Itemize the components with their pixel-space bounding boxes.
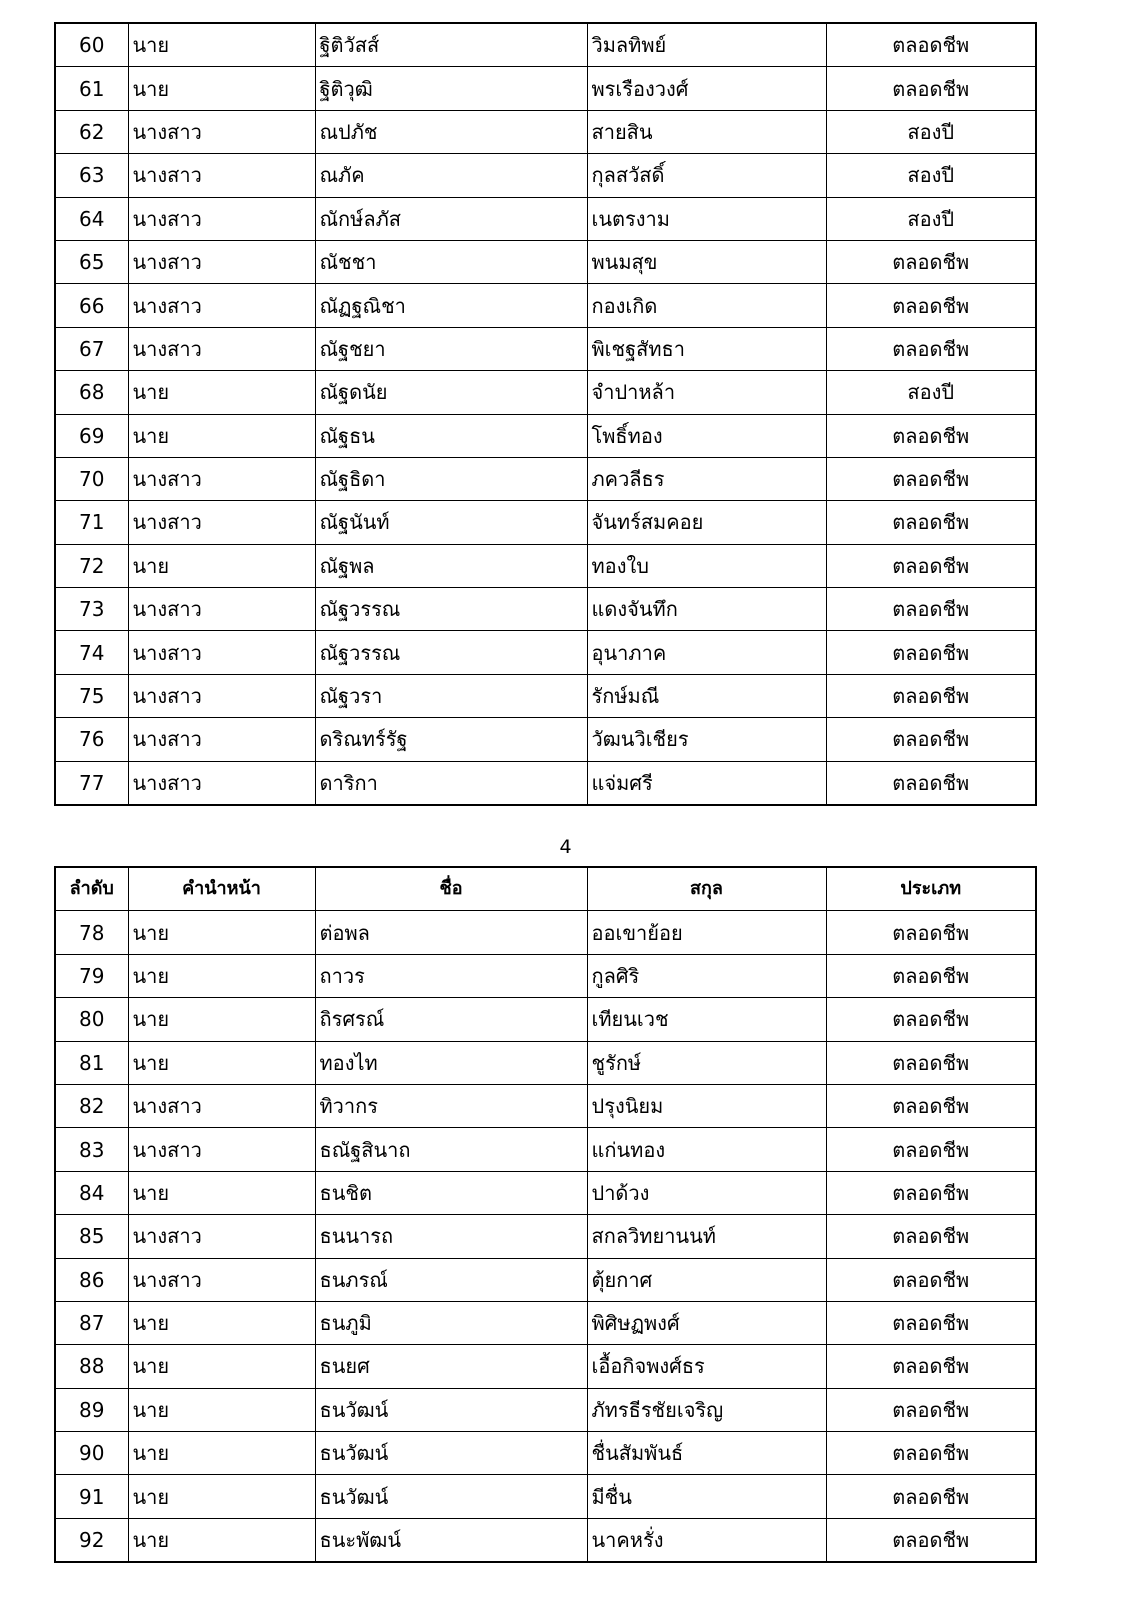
cell-last-name: ภัทรธีรชัยเจริญ — [587, 1388, 826, 1431]
cell-title: นาย — [128, 1041, 315, 1084]
cell-first-name: ต่อพล — [315, 911, 587, 954]
cell-title: นาย — [128, 1345, 315, 1388]
cell-no: 63 — [55, 154, 128, 197]
cell-type: ตลอดชีพ — [826, 1258, 1036, 1301]
cell-no: 89 — [55, 1388, 128, 1431]
cell-first-name: ณัฐธิดา — [315, 457, 587, 500]
table-row — [55, 1475, 1036, 1518]
cell-type: ตลอดชีพ — [826, 954, 1036, 997]
cell-title: นาย — [128, 414, 315, 457]
table-row — [55, 284, 1036, 327]
cell-type: ตลอดชีพ — [826, 1215, 1036, 1258]
cell-title: นาย — [128, 67, 315, 110]
cell-title: นางสาว — [128, 154, 315, 197]
cell-last-name: ชื่นสัมพันธ์ — [587, 1432, 826, 1475]
cell-no: 83 — [55, 1128, 128, 1171]
table-row — [55, 718, 1036, 761]
cell-title: นางสาว — [128, 1128, 315, 1171]
cell-type: ตลอดชีพ — [826, 1432, 1036, 1475]
cell-title: นางสาว — [128, 501, 315, 544]
cell-first-name: ธนะพัฒน์ — [315, 1518, 587, 1562]
cell-last-name: เนตรงาม — [587, 197, 826, 240]
cell-title: นางสาว — [128, 1215, 315, 1258]
cell-type: ตลอดชีพ — [826, 1301, 1036, 1344]
table-row — [55, 1345, 1036, 1388]
cell-last-name: ปาด้วง — [587, 1171, 826, 1214]
cell-type: ตลอดชีพ — [826, 998, 1036, 1041]
cell-title: นางสาว — [128, 1084, 315, 1127]
cell-title: นางสาว — [128, 718, 315, 761]
cell-no: 90 — [55, 1432, 128, 1475]
cell-first-name: ธนยศ — [315, 1345, 587, 1388]
member-table-top-body — [55, 23, 1036, 805]
table-row — [55, 631, 1036, 674]
cell-last-name: แจ่มศรี — [587, 761, 826, 805]
member-table-bottom — [54, 866, 1037, 1563]
cell-last-name: อุนาภาค — [587, 631, 826, 674]
cell-no: 76 — [55, 718, 128, 761]
cell-last-name: จันทร์สมคอย — [587, 501, 826, 544]
member-table-bottom-body — [55, 911, 1036, 1562]
header-no: ลำดับ — [55, 867, 128, 911]
cell-type: ตลอดชีพ — [826, 67, 1036, 110]
cell-first-name: ธนภูมิ — [315, 1301, 587, 1344]
cell-type: ตลอดชีพ — [826, 1171, 1036, 1214]
cell-type: ตลอดชีพ — [826, 501, 1036, 544]
cell-title: นางสาว — [128, 327, 315, 370]
cell-no: 91 — [55, 1475, 128, 1518]
cell-no: 85 — [55, 1215, 128, 1258]
cell-last-name: โพธิ์ทอง — [587, 414, 826, 457]
cell-title: นางสาว — [128, 674, 315, 717]
cell-type: ตลอดชีพ — [826, 1345, 1036, 1388]
table-row — [55, 761, 1036, 805]
cell-type: ตลอดชีพ — [826, 911, 1036, 954]
cell-last-name: ปรุงนิยม — [587, 1084, 826, 1127]
table-row — [55, 1301, 1036, 1344]
cell-first-name: ธนภรณ์ — [315, 1258, 587, 1301]
cell-type: ตลอดชีพ — [826, 1518, 1036, 1562]
cell-last-name: เทียนเวช — [587, 998, 826, 1041]
cell-no: 82 — [55, 1084, 128, 1127]
cell-last-name: พิเชฐสัทธา — [587, 327, 826, 370]
cell-first-name: ณัฐวรรณ — [315, 631, 587, 674]
cell-type: ตลอดชีพ — [826, 1475, 1036, 1518]
cell-first-name: ทิวากร — [315, 1084, 587, 1127]
cell-no: 65 — [55, 240, 128, 283]
cell-title: นาย — [128, 1475, 315, 1518]
cell-type: ตลอดชีพ — [826, 1041, 1036, 1084]
cell-type: ตลอดชีพ — [826, 544, 1036, 587]
table-row — [55, 1215, 1036, 1258]
cell-type: ตลอดชีพ — [826, 457, 1036, 500]
cell-title: นาย — [128, 1301, 315, 1344]
cell-first-name: ฐิติวัสส์ — [315, 23, 587, 67]
cell-last-name: สกลวิทยานนท์ — [587, 1215, 826, 1258]
table-row — [55, 544, 1036, 587]
cell-type: ตลอดชีพ — [826, 327, 1036, 370]
cell-type: ตลอดชีพ — [826, 674, 1036, 717]
table-row — [55, 457, 1036, 500]
table-row — [55, 197, 1036, 240]
cell-title: นางสาว — [128, 240, 315, 283]
cell-title: นาย — [128, 1432, 315, 1475]
table-row — [55, 588, 1036, 631]
cell-last-name: วัฒนวิเชียร — [587, 718, 826, 761]
cell-title: นาย — [128, 544, 315, 587]
table-row — [55, 911, 1036, 954]
cell-no: 66 — [55, 284, 128, 327]
cell-last-name: ตุ้ยกาศ — [587, 1258, 826, 1301]
cell-no: 62 — [55, 110, 128, 153]
cell-first-name: ธนชิต — [315, 1171, 587, 1214]
table-row — [55, 1432, 1036, 1475]
cell-no: 70 — [55, 457, 128, 500]
cell-no: 64 — [55, 197, 128, 240]
cell-no: 78 — [55, 911, 128, 954]
cell-type: ตลอดชีพ — [826, 718, 1036, 761]
cell-title: นาย — [128, 371, 315, 414]
table-row — [55, 1518, 1036, 1562]
cell-first-name: ณัฏฐณิชา — [315, 284, 587, 327]
cell-no: 88 — [55, 1345, 128, 1388]
cell-title: นาย — [128, 911, 315, 954]
cell-type: สองปี — [826, 154, 1036, 197]
table-row — [55, 327, 1036, 370]
table-row — [55, 1171, 1036, 1214]
cell-type: สองปี — [826, 197, 1036, 240]
cell-type: ตลอดชีพ — [826, 23, 1036, 67]
table-row — [55, 240, 1036, 283]
cell-last-name: มีชื่น — [587, 1475, 826, 1518]
cell-no: 86 — [55, 1258, 128, 1301]
cell-type: ตลอดชีพ — [826, 761, 1036, 805]
cell-title: นาย — [128, 1388, 315, 1431]
cell-last-name: แดงจันทึก — [587, 588, 826, 631]
cell-no: 68 — [55, 371, 128, 414]
cell-first-name: ณัฐวรรณ — [315, 588, 587, 631]
cell-title: นางสาว — [128, 1258, 315, 1301]
cell-first-name: ณักษ์ลภัส — [315, 197, 587, 240]
table-row — [55, 1388, 1036, 1431]
cell-title: นางสาว — [128, 457, 315, 500]
cell-type: ตลอดชีพ — [826, 588, 1036, 631]
cell-last-name: พรเรืองวงศ์ — [587, 67, 826, 110]
cell-first-name: ธณัฐสินาถ — [315, 1128, 587, 1171]
cell-no: 74 — [55, 631, 128, 674]
header-row — [55, 867, 1036, 911]
cell-no: 61 — [55, 67, 128, 110]
cell-type: ตลอดชีพ — [826, 1084, 1036, 1127]
table-row — [55, 23, 1036, 67]
cell-type: ตลอดชีพ — [826, 1388, 1036, 1431]
cell-first-name: ธนวัฒน์ — [315, 1432, 587, 1475]
cell-first-name: ณัฐพล — [315, 544, 587, 587]
cell-title: นางสาว — [128, 588, 315, 631]
cell-type: ตลอดชีพ — [826, 240, 1036, 283]
cell-first-name: ณปภัช — [315, 110, 587, 153]
header-type: ประเภท — [826, 867, 1036, 911]
cell-title: นาย — [128, 1518, 315, 1562]
cell-first-name: ณัฐวรา — [315, 674, 587, 717]
cell-no: 60 — [55, 23, 128, 67]
table-header — [55, 867, 1036, 911]
cell-last-name: รักษ์มณี — [587, 674, 826, 717]
table-row — [55, 954, 1036, 997]
cell-title: นางสาว — [128, 631, 315, 674]
cell-first-name: ถิรศรณ์ — [315, 998, 587, 1041]
cell-title: นาย — [128, 954, 315, 997]
cell-no: 72 — [55, 544, 128, 587]
cell-last-name: ออเขาย้อย — [587, 911, 826, 954]
cell-title: นางสาว — [128, 761, 315, 805]
cell-type: ตลอดชีพ — [826, 1128, 1036, 1171]
cell-first-name: ณัฐนันท์ — [315, 501, 587, 544]
table-row — [55, 1128, 1036, 1171]
cell-title: นางสาว — [128, 284, 315, 327]
cell-last-name: วิมลทิพย์ — [587, 23, 826, 67]
cell-no: 71 — [55, 501, 128, 544]
cell-no: 87 — [55, 1301, 128, 1344]
cell-type: ตลอดชีพ — [826, 631, 1036, 674]
cell-no: 84 — [55, 1171, 128, 1214]
table-row — [55, 501, 1036, 544]
cell-title: นาย — [128, 23, 315, 67]
cell-last-name: ชูรักษ์ — [587, 1041, 826, 1084]
table-row — [55, 154, 1036, 197]
cell-first-name: ทองไท — [315, 1041, 587, 1084]
cell-no: 75 — [55, 674, 128, 717]
cell-first-name: ดาริกา — [315, 761, 587, 805]
cell-type: ตลอดชีพ — [826, 284, 1036, 327]
member-table-top — [54, 22, 1037, 806]
cell-no: 92 — [55, 1518, 128, 1562]
cell-type: ตลอดชีพ — [826, 414, 1036, 457]
cell-type: สองปี — [826, 110, 1036, 153]
cell-no: 67 — [55, 327, 128, 370]
header-last-name: สกุล — [587, 867, 826, 911]
table-row — [55, 414, 1036, 457]
cell-title: นางสาว — [128, 110, 315, 153]
cell-last-name: ทองใบ — [587, 544, 826, 587]
cell-no: 80 — [55, 998, 128, 1041]
cell-no: 79 — [55, 954, 128, 997]
cell-no: 69 — [55, 414, 128, 457]
table-row — [55, 110, 1036, 153]
cell-last-name: จำปาหล้า — [587, 371, 826, 414]
header-title: คำนำหน้า — [128, 867, 315, 911]
cell-no: 73 — [55, 588, 128, 631]
header-first-name: ชื่อ — [315, 867, 587, 911]
cell-no: 81 — [55, 1041, 128, 1084]
table-row — [55, 1041, 1036, 1084]
cell-first-name: ฐิติวุฒิ — [315, 67, 587, 110]
table-row — [55, 998, 1036, 1041]
cell-type: สองปี — [826, 371, 1036, 414]
cell-first-name: ณัฐชยา — [315, 327, 587, 370]
cell-last-name: สายสิน — [587, 110, 826, 153]
cell-last-name: ภควลีธร — [587, 457, 826, 500]
cell-last-name: นาคหรั่ง — [587, 1518, 826, 1562]
cell-title: นาย — [128, 1171, 315, 1214]
table-row — [55, 1084, 1036, 1127]
cell-last-name: แก่นทอง — [587, 1128, 826, 1171]
cell-last-name: กูลศิริ — [587, 954, 826, 997]
cell-first-name: ณัฐธน — [315, 414, 587, 457]
page-number: 4 — [559, 836, 572, 858]
cell-last-name: พนมสุข — [587, 240, 826, 283]
cell-first-name: ดริณทร์รัฐ — [315, 718, 587, 761]
table-row — [55, 371, 1036, 414]
cell-last-name: กุลสวัสดิ์ — [587, 154, 826, 197]
cell-first-name: ธนนารถ — [315, 1215, 587, 1258]
cell-last-name: เอื้อกิจพงศ์ธร — [587, 1345, 826, 1388]
cell-title: นางสาว — [128, 197, 315, 240]
table-row — [55, 1258, 1036, 1301]
cell-first-name: ณัชชา — [315, 240, 587, 283]
cell-no: 77 — [55, 761, 128, 805]
cell-last-name: กองเกิด — [587, 284, 826, 327]
cell-title: นาย — [128, 998, 315, 1041]
cell-first-name: ณภัค — [315, 154, 587, 197]
cell-last-name: พิศิษฏพงศ์ — [587, 1301, 826, 1344]
table-row — [55, 674, 1036, 717]
cell-first-name: ณัฐดนัย — [315, 371, 587, 414]
table-row — [55, 67, 1036, 110]
cell-first-name: ถาวร — [315, 954, 587, 997]
cell-first-name: ธนวัฒน์ — [315, 1388, 587, 1431]
cell-first-name: ธนวัฒน์ — [315, 1475, 587, 1518]
